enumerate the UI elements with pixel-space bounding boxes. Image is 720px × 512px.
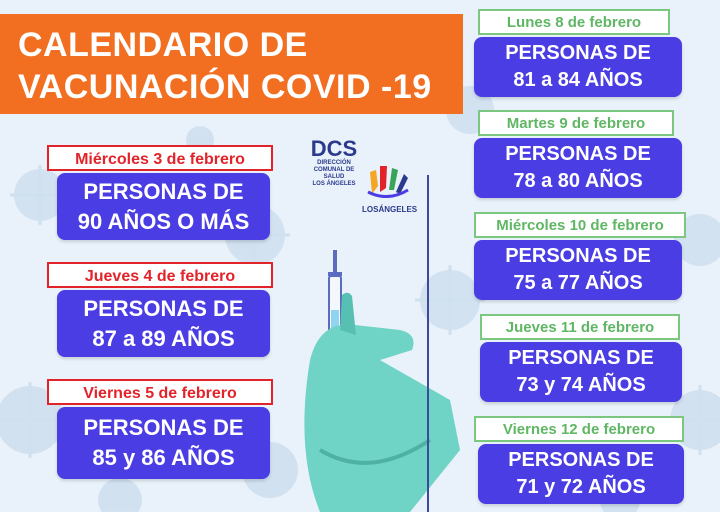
dcs-acronym: DCS [310, 136, 358, 161]
date-label-3: Viernes 5 de febrero [47, 379, 273, 405]
age-group-card-2 [57, 290, 270, 357]
column-divider [427, 175, 429, 512]
age-group-line-2: 87 a 89 AÑOS [92, 325, 235, 351]
hands-icon [362, 162, 414, 198]
dcs-line-3: SALUD [323, 174, 345, 180]
age-group-line-1: PERSONAS DE [508, 449, 654, 471]
age-group-line-1: PERSONAS DE [508, 347, 654, 369]
age-group-line-1: PERSONAS DE [83, 178, 244, 204]
date-label-1: Miércoles 3 de febrero [47, 145, 273, 171]
date-label-5: Martes 9 de febrero [478, 110, 674, 136]
age-group-line-2: 85 y 86 AÑOS [92, 445, 235, 470]
date-label-7: Jueves 11 de febrero [480, 314, 680, 340]
title-banner [0, 14, 463, 114]
gloved-hand-icon [304, 293, 460, 512]
date-label-8: Viernes 12 de febrero [474, 416, 684, 442]
dcs-line-2: COMUNAL DE [313, 167, 355, 173]
age-group-card-4 [474, 37, 682, 97]
vaccine-hand-illustration [300, 250, 460, 512]
age-group-line-2: 73 y 74 AÑOS [516, 374, 646, 396]
los-angeles-logo [362, 162, 418, 214]
dcs-logo [304, 138, 364, 188]
title-line-2: VACUNACIÓN COVID -19 [18, 68, 432, 106]
age-group-card-1 [57, 173, 270, 240]
date-label-6: Miércoles 10 de febrero [474, 212, 686, 238]
date-label-2: Jueves 4 de febrero [47, 262, 273, 288]
age-group-card-6 [474, 240, 682, 300]
age-group-line-1: PERSONAS DE [83, 295, 244, 321]
age-group-line-1: PERSONAS DE [83, 415, 244, 440]
age-group-line-1: PERSONAS DE [505, 42, 651, 64]
age-group-line-2: 90 AÑOS O MÁS [77, 208, 250, 234]
dcs-line-1: DIRECCIÓN [317, 160, 351, 166]
age-group-line-1: PERSONAS DE [505, 143, 651, 165]
title-line-1: CALENDARIO DE [18, 26, 308, 64]
age-group-line-2: 78 a 80 AÑOS [513, 170, 643, 192]
age-group-line-1: PERSONAS DE [505, 245, 651, 267]
dcs-line-4: LOS ÁNGELES [312, 181, 356, 187]
date-label-4: Lunes 8 de febrero [478, 9, 670, 35]
age-group-line-2: 71 y 72 AÑOS [516, 476, 646, 498]
age-group-card-7 [480, 342, 682, 402]
los-angeles-name: LOSÁNGELES [362, 205, 418, 214]
age-group-line-2: 81 a 84 AÑOS [513, 69, 643, 91]
age-group-card-8 [478, 444, 684, 504]
age-group-card-5 [474, 138, 682, 198]
age-group-card-3 [57, 407, 270, 479]
age-group-line-2: 75 a 77 AÑOS [513, 272, 643, 294]
